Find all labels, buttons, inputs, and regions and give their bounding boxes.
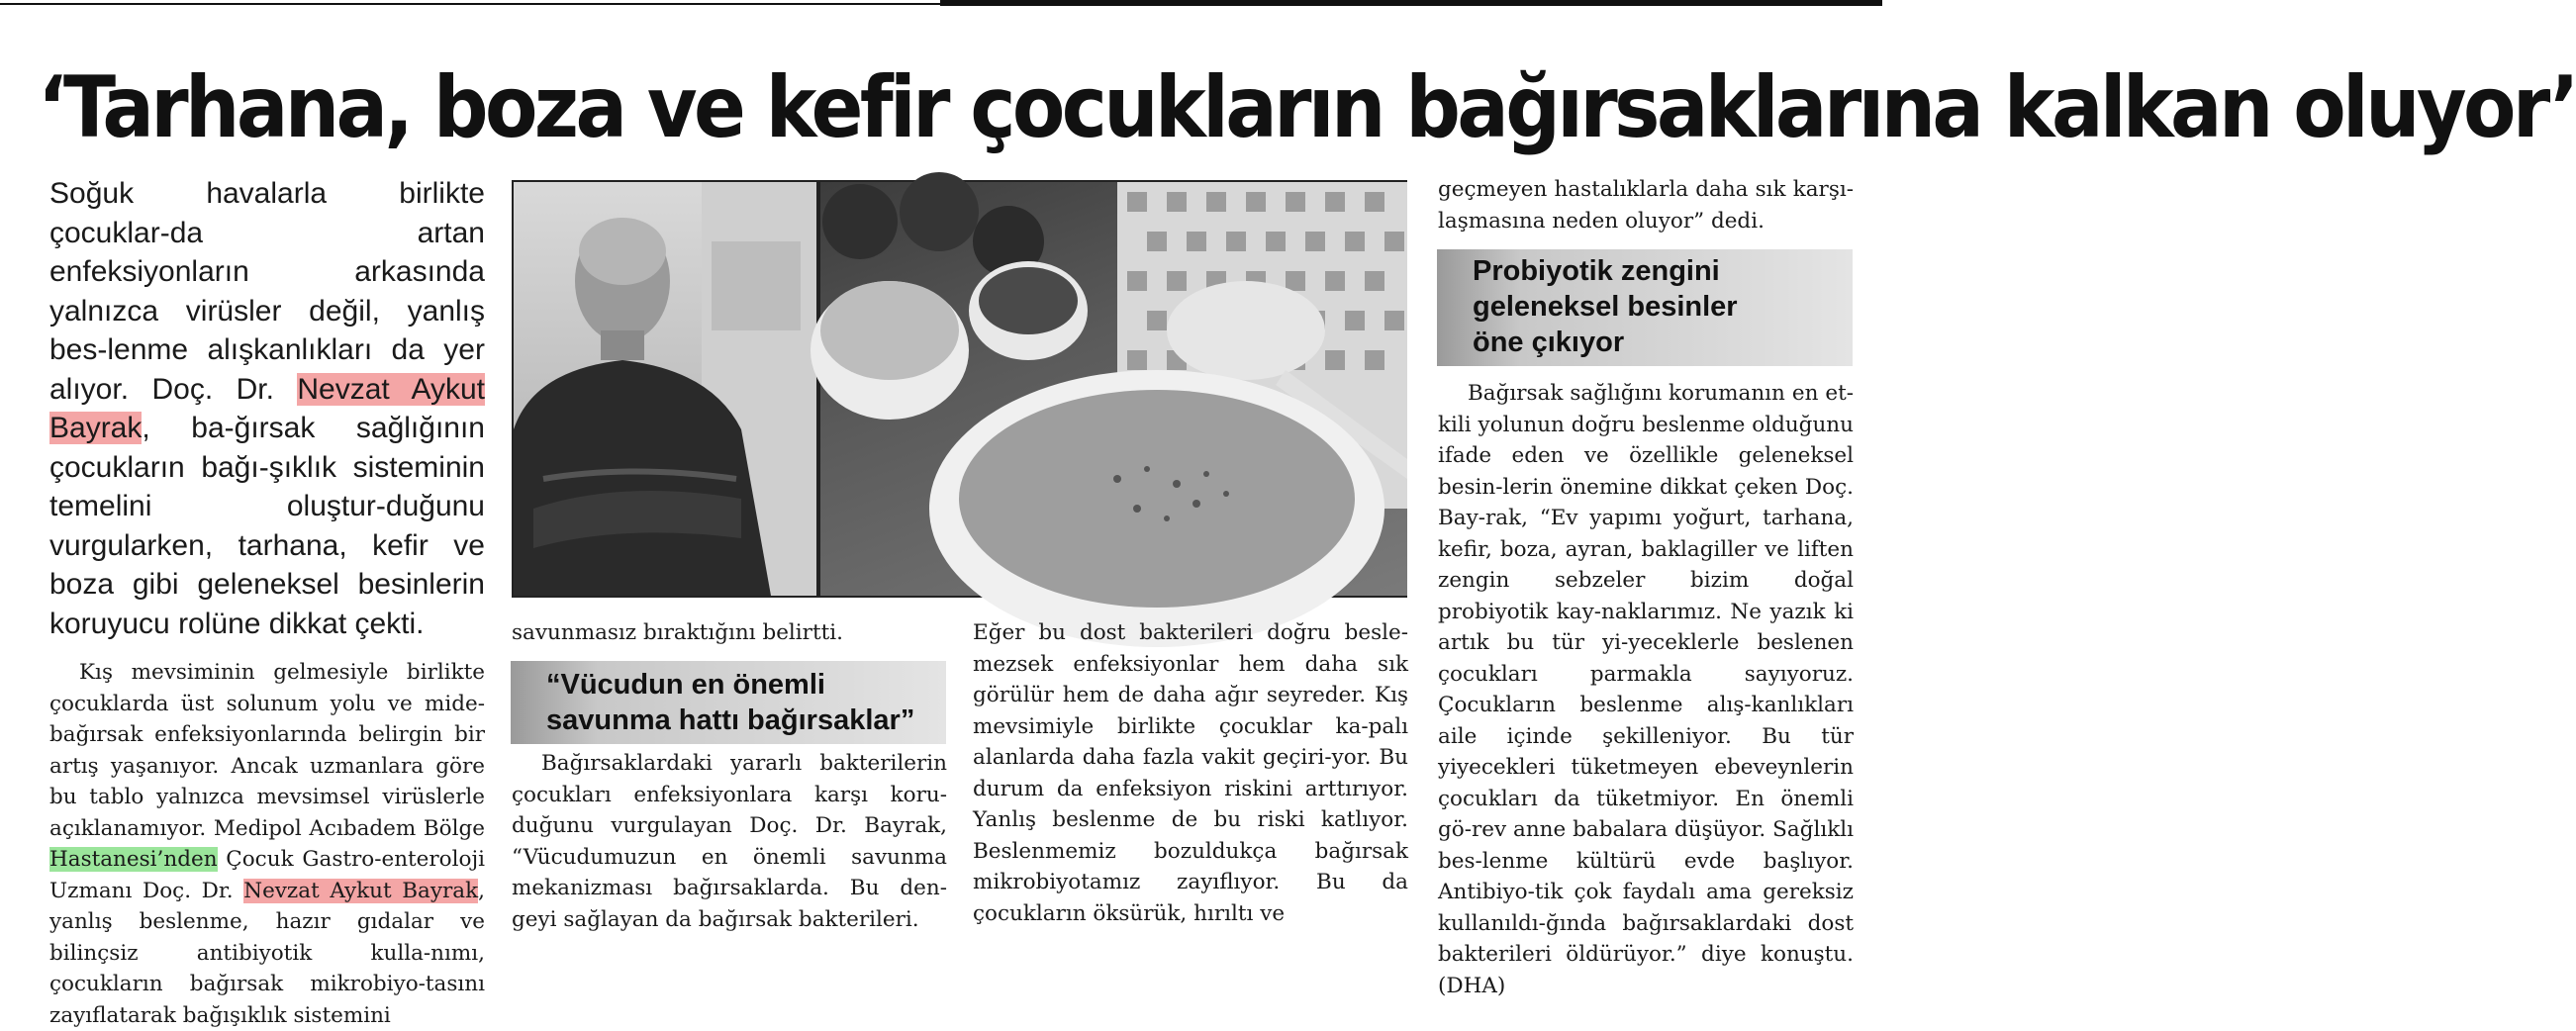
subheading-2-line-1: Probiyotik zengini — [1473, 255, 1720, 287]
top-rule-thin — [0, 3, 940, 5]
body-paragraph: Bağırsaklardaki yararlı bakterilerin çocukları enfeksiyonlara karşı koru-duğunu vurgulayan Doç. Dr. Bayrak, “Vücudumuzun en önemli savunma mekanizması bağırsaklarda. Bu den-geyi sağlayan da bağırsak bakterileri. — [512, 751, 947, 932]
top-rule-thick — [940, 0, 1882, 6]
lead-paragraph — [49, 174, 485, 643]
lead-text-1: Soğuk havalarla birlikte çocuklar-da artan enfeksiyonların arkasında yalnızca virüsler değil, yanlış bes-lenme alışkanlıkları da yer alıyor. Doç. Dr. — [49, 177, 485, 406]
soup-bowls-icon — [820, 182, 1407, 596]
subheading-2-line-2: geleneksel besinler — [1473, 291, 1738, 323]
body-paragraph — [49, 657, 485, 1031]
doctor-portrait-image — [514, 182, 818, 596]
highlighted-name: Nevzat Aykut Bayrak — [49, 372, 485, 444]
column-2 — [512, 617, 947, 649]
subheading-2-line-3: öne çıkıyor — [1473, 327, 1625, 358]
subheading-2 — [1437, 249, 1853, 366]
top-rule — [0, 0, 1882, 7]
highlighted-name: Nevzat Aykut Bayrak — [243, 878, 479, 903]
food-image — [820, 182, 1407, 596]
continuation-text: savunmasız bıraktığını belirtti. — [512, 620, 843, 645]
column-4 — [1438, 174, 1854, 236]
headline: ‘Tarhana, boza ve kefir çocukların bağırsaklarına kalkan oluyor’ — [38, 58, 2576, 157]
highlighted-hospital: Hastanesi’nden — [49, 847, 218, 872]
doctor-figure-icon — [514, 182, 818, 596]
body-text-3: , yanlış beslenme, hazır gıdalar ve bilinçsiz antibiyotik kulla-nımı, çocukların bağırsak mikrobiyo-tasını zayıflatarak bağışıklık sistemini — [49, 878, 485, 1028]
continuation-text: geçmeyen hastalıklarla daha sık karşı-laşmasına neden oluyor” dedi. — [1438, 177, 1854, 234]
body-paragraph: Bağırsak sağlığını korumanın en et-kili yolunun doğru beslenme olduğunu ifade eden ve özellikle geleneksel besin-lerin önemine dikkat çeken Doç. Bay-rak, “Ev yapımı yoğurt, tarhana, kefir, boza, ayran, baklagiller ve liften zengin sebzeler bizim doğal probiyotik kay-naklarımız. Ne yazık ki artık bu tür yi-yeceklerle beslenen çocukları parmakla sayıyoruz. Çocukların beslenme alış-kanlıkları aile içinde şekilleniyor. Bu tür yiyecekleri tüketmeyen ebeveynlerin çocukları da tüketmiyor. En önemli gö-rev anne babalara düşüyor. Sağlıklı bes-lenme kültürü evde başlıyor. Antibiyo-tik çok faydalı ama gereksiz kullanıldı-ğında bağırsaklardaki dost bakterileri öldürüyor.” diye konuştu. (DHA) — [1438, 381, 1854, 998]
column-1 — [49, 174, 485, 1031]
column-2-body — [512, 748, 947, 935]
subheading-1 — [511, 661, 946, 744]
body-text-2: Çocuk Gastro-enteroloji Uzmanı Doç. Dr. — [49, 847, 485, 903]
lead-text-2: , ba-ğırsak sağlığının çocukların bağı-şıklık sisteminin temelini oluştur-duğunu vurgularken, tarhana, kefir ve boza gibi geleneksel besinlerin koruyucu rolüne dikkat çekti. — [49, 412, 485, 640]
column-4-body — [1438, 378, 1854, 1001]
article-photo — [512, 180, 1407, 598]
subheading-1-line-1: “Vücudun en önemli — [546, 669, 825, 701]
subheading-1-line-2: savunma hattı bağırsaklar” — [546, 704, 915, 736]
column-3 — [973, 617, 1408, 929]
body-paragraph: Eğer bu dost bakterileri doğru besle-mezsek enfeksiyonlar hem daha sık görülür hem de daha ağır seyreder. Kış mevsimiyle birlikte çocuklar ka-palı alanlarda daha fazla vakit geçiri-yor. Bu durum da enfeksiyon riskini arttırıyor. Yanlış beslenme de bu riski katlıyor. Beslenmemiz bozuldukça bağırsak mikrobiyotamız zayıflıyor. Bu da çocukların öksürük, hırıltı ve — [973, 620, 1408, 926]
body-text-1: Kış mevsiminin gelmesiyle birlikte çocuklarda üst solunum yolu ve mide-bağırsak enfeksiyonlarında belirgin bir artış yaşanıyor. Ancak uzmanlara göre bu tablo yalnızca mevsimsel virüslerle açıklanamıyor. Medipol Acıbadem Bölge — [49, 660, 485, 841]
